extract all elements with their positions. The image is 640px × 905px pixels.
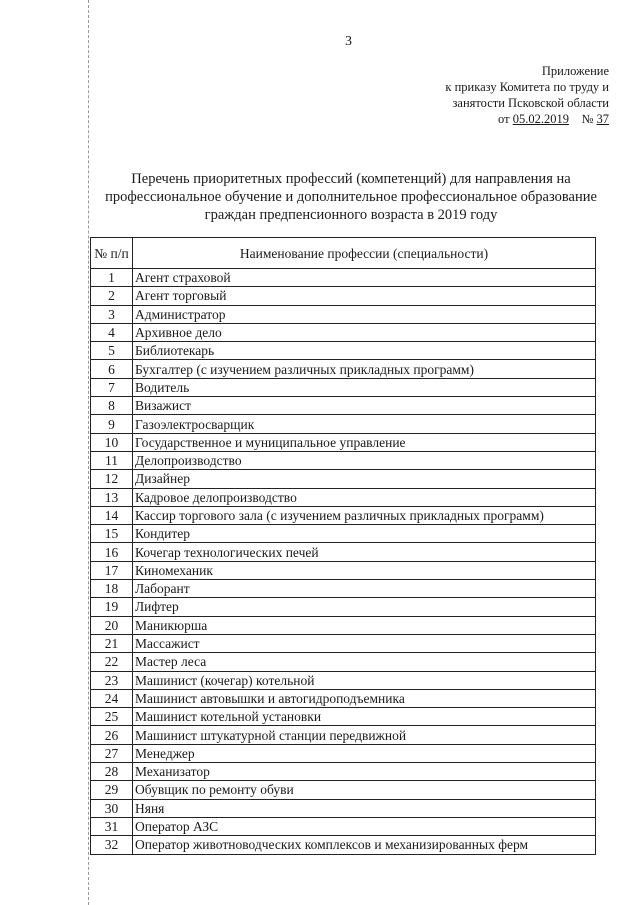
table-row bbox=[91, 415, 596, 433]
table-row bbox=[91, 451, 596, 469]
row-number: 17 bbox=[91, 561, 133, 579]
table-row bbox=[91, 708, 596, 726]
row-number: 15 bbox=[91, 525, 133, 543]
appendix-line2: к приказу Комитета по труду и bbox=[445, 80, 609, 94]
profession-name: Делопроизводство bbox=[133, 451, 596, 469]
row-number: 11 bbox=[91, 451, 133, 469]
row-number: 22 bbox=[91, 653, 133, 671]
row-number: 32 bbox=[91, 836, 133, 854]
profession-name: Кадровое делопроизводство bbox=[133, 488, 596, 506]
profession-name: Администратор bbox=[133, 305, 596, 323]
row-number: 2 bbox=[91, 287, 133, 305]
profession-name: Государственное и муниципальное управление bbox=[133, 433, 596, 451]
page-number: 3 bbox=[345, 34, 352, 49]
appendix-line1: Приложение bbox=[541, 64, 609, 78]
table-row bbox=[91, 726, 596, 744]
row-number: 31 bbox=[91, 817, 133, 835]
table-row bbox=[91, 470, 596, 488]
profession-name: Агент страховой bbox=[133, 269, 596, 287]
row-number: 23 bbox=[91, 671, 133, 689]
profession-name: Агент торговый bbox=[133, 287, 596, 305]
row-number: 24 bbox=[91, 689, 133, 707]
profession-name: Оператор животноводческих комплексов и механизированных ферм bbox=[133, 836, 596, 854]
row-number: 18 bbox=[91, 580, 133, 598]
profession-name: Лифтер bbox=[133, 598, 596, 616]
title-line1: Перечень приоритетных профессий (компетенций) для направления на bbox=[131, 171, 571, 187]
row-number: 13 bbox=[91, 488, 133, 506]
table-row bbox=[91, 323, 596, 341]
row-number: 26 bbox=[91, 726, 133, 744]
table-row bbox=[91, 799, 596, 817]
appendix-line3: занятости Псковской области bbox=[452, 96, 609, 110]
table-row bbox=[91, 580, 596, 598]
row-number: 14 bbox=[91, 506, 133, 524]
profession-name: Оператор АЗС bbox=[133, 817, 596, 835]
row-number: 10 bbox=[91, 433, 133, 451]
profession-name: Мастер леса bbox=[133, 653, 596, 671]
row-number: 5 bbox=[91, 342, 133, 360]
profession-name: Лаборант bbox=[133, 580, 596, 598]
profession-name: Машинист штукатурной станции передвижной bbox=[133, 726, 596, 744]
order-number-prefix: № bbox=[581, 112, 594, 126]
margin-line bbox=[88, 0, 89, 905]
row-number: 21 bbox=[91, 634, 133, 652]
title-line2: профессиональное обучение и дополнительное профессиональное образование bbox=[105, 189, 597, 205]
profession-name: Менеджер bbox=[133, 744, 596, 762]
row-number: 29 bbox=[91, 781, 133, 799]
profession-name: Машинист (кочегар) котельной bbox=[133, 671, 596, 689]
profession-name: Няня bbox=[133, 799, 596, 817]
table-row bbox=[91, 763, 596, 781]
row-number: 4 bbox=[91, 323, 133, 341]
table-row bbox=[91, 689, 596, 707]
profession-name: Маникюрша bbox=[133, 616, 596, 634]
table-row bbox=[91, 561, 596, 579]
profession-name: Механизатор bbox=[133, 763, 596, 781]
table-row bbox=[91, 488, 596, 506]
profession-name: Водитель bbox=[133, 378, 596, 396]
profession-name: Машинист котельной установки bbox=[133, 708, 596, 726]
row-number: 25 bbox=[91, 708, 133, 726]
header-name: Наименование профессии (специальности) bbox=[133, 238, 596, 269]
row-number: 7 bbox=[91, 378, 133, 396]
order-from-prefix: от bbox=[498, 112, 510, 126]
row-number: 28 bbox=[91, 763, 133, 781]
profession-name: Кондитер bbox=[133, 525, 596, 543]
order-number: 37 bbox=[596, 112, 609, 126]
profession-name: Бухгалтер (с изучением различных прикладных программ) bbox=[133, 360, 596, 378]
row-number: 20 bbox=[91, 616, 133, 634]
table-row bbox=[91, 287, 596, 305]
profession-name: Обувщик по ремонту обуви bbox=[133, 781, 596, 799]
profession-name: Массажист bbox=[133, 634, 596, 652]
table-row bbox=[91, 671, 596, 689]
table-row bbox=[91, 433, 596, 451]
table-row bbox=[91, 616, 596, 634]
row-number: 19 bbox=[91, 598, 133, 616]
table-row bbox=[91, 543, 596, 561]
table-row bbox=[91, 836, 596, 854]
table-row bbox=[91, 360, 596, 378]
profession-name: Кочегар технологических печей bbox=[133, 543, 596, 561]
order-reference bbox=[445, 111, 609, 127]
professions-table bbox=[90, 237, 596, 855]
table-row bbox=[91, 305, 596, 323]
profession-name: Кассир торгового зала (с изучением различных прикладных программ) bbox=[133, 506, 596, 524]
row-number: 16 bbox=[91, 543, 133, 561]
table-header-row bbox=[91, 238, 596, 269]
appendix-block bbox=[445, 63, 609, 127]
table-row bbox=[91, 269, 596, 287]
table-row bbox=[91, 378, 596, 396]
table-row bbox=[91, 634, 596, 652]
row-number: 1 bbox=[91, 269, 133, 287]
table-row bbox=[91, 598, 596, 616]
row-number: 8 bbox=[91, 397, 133, 415]
profession-name: Газоэлектросварщик bbox=[133, 415, 596, 433]
table-row bbox=[91, 781, 596, 799]
row-number: 9 bbox=[91, 415, 133, 433]
row-number: 12 bbox=[91, 470, 133, 488]
row-number: 6 bbox=[91, 360, 133, 378]
order-date: 05.02.2019 bbox=[512, 112, 569, 126]
header-number: № п/п bbox=[91, 238, 133, 269]
table-row bbox=[91, 342, 596, 360]
profession-name: Машинист автовышки и автогидроподъемника bbox=[133, 689, 596, 707]
title-line3: граждан предпенсионного возраста в 2019 году bbox=[204, 207, 498, 223]
table-row bbox=[91, 744, 596, 762]
table-row bbox=[91, 653, 596, 671]
table-row bbox=[91, 397, 596, 415]
profession-name: Дизайнер bbox=[133, 470, 596, 488]
profession-name: Киномеханик bbox=[133, 561, 596, 579]
table-row bbox=[91, 506, 596, 524]
row-number: 27 bbox=[91, 744, 133, 762]
profession-name: Визажист bbox=[133, 397, 596, 415]
table-row bbox=[91, 817, 596, 835]
row-number: 30 bbox=[91, 799, 133, 817]
profession-name: Библиотекарь bbox=[133, 342, 596, 360]
table-row bbox=[91, 525, 596, 543]
document-title bbox=[90, 170, 612, 224]
profession-name: Архивное дело bbox=[133, 323, 596, 341]
row-number: 3 bbox=[91, 305, 133, 323]
